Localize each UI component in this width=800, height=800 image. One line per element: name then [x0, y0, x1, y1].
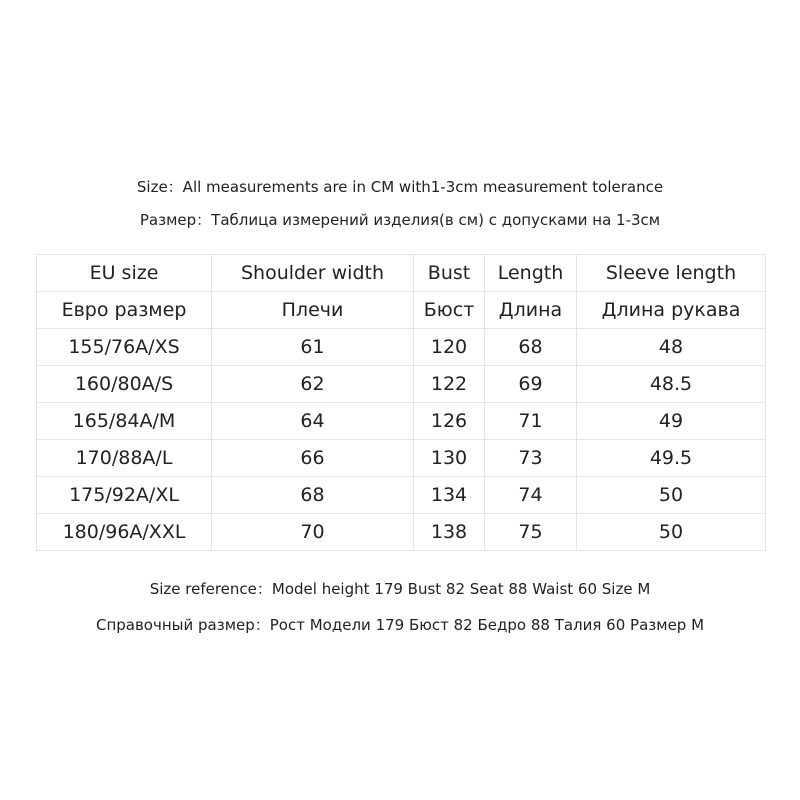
table-row — [37, 329, 766, 366]
cell-eu-size: 170/88A/L — [37, 440, 212, 477]
header-shoulder-width-ru: Плечи — [212, 292, 414, 329]
header-shoulder-width: Shoulder width — [212, 255, 414, 292]
header-row-english — [37, 255, 766, 292]
cell-sleeve-length: 50 — [577, 477, 766, 514]
cell-shoulder-width: 66 — [212, 440, 414, 477]
cell-sleeve-length: 48.5 — [577, 366, 766, 403]
cell-length: 74 — [485, 477, 577, 514]
size-chart-table — [36, 254, 766, 551]
cell-bust: 126 — [414, 403, 485, 440]
header-eu-size-ru: Евро размер — [37, 292, 212, 329]
cell-bust: 130 — [414, 440, 485, 477]
measurement-note-russian: Размер：Таблица измерений изделия(в см) с допусками на 1-3см — [139, 211, 661, 229]
header-eu-size: EU size — [37, 255, 212, 292]
cell-eu-size: 175/92A/XL — [37, 477, 212, 514]
table-row — [37, 440, 766, 477]
table-row — [37, 403, 766, 440]
cell-length: 68 — [485, 329, 577, 366]
cell-sleeve-length: 50 — [577, 514, 766, 551]
cell-sleeve-length: 48 — [577, 329, 766, 366]
cell-shoulder-width: 62 — [212, 366, 414, 403]
cell-eu-size: 160/80A/S — [37, 366, 212, 403]
model-reference-english: Size reference：Model height 179 Bust 82 Seat 88 Waist 60 Size M — [149, 580, 651, 598]
header-sleeve-length-ru: Длина рукава — [577, 292, 766, 329]
header-length-ru: Длина — [485, 292, 577, 329]
cell-eu-size: 155/76A/XS — [37, 329, 212, 366]
header-row-russian — [37, 292, 766, 329]
cell-shoulder-width: 64 — [212, 403, 414, 440]
cell-bust: 122 — [414, 366, 485, 403]
cell-eu-size: 180/96A/XXL — [37, 514, 212, 551]
cell-bust: 138 — [414, 514, 485, 551]
cell-shoulder-width: 70 — [212, 514, 414, 551]
measurement-note-english: Size：All measurements are in CM with1-3cm measurement tolerance — [136, 178, 664, 196]
cell-sleeve-length: 49 — [577, 403, 766, 440]
table-row — [37, 514, 766, 551]
cell-sleeve-length: 49.5 — [577, 440, 766, 477]
header-length: Length — [485, 255, 577, 292]
cell-shoulder-width: 61 — [212, 329, 414, 366]
model-reference-russian: Справочный размер：Рост Модели 179 Бюст 82 Бедро 88 Талия 60 Размер M — [95, 616, 705, 634]
cell-bust: 134 — [414, 477, 485, 514]
cell-length: 75 — [485, 514, 577, 551]
cell-length: 71 — [485, 403, 577, 440]
cell-shoulder-width: 68 — [212, 477, 414, 514]
header-bust-ru: Бюст — [414, 292, 485, 329]
header-bust: Bust — [414, 255, 485, 292]
cell-eu-size: 165/84A/M — [37, 403, 212, 440]
table-row — [37, 477, 766, 514]
header-sleeve-length: Sleeve length — [577, 255, 766, 292]
cell-length: 73 — [485, 440, 577, 477]
cell-length: 69 — [485, 366, 577, 403]
cell-bust: 120 — [414, 329, 485, 366]
table-row — [37, 366, 766, 403]
